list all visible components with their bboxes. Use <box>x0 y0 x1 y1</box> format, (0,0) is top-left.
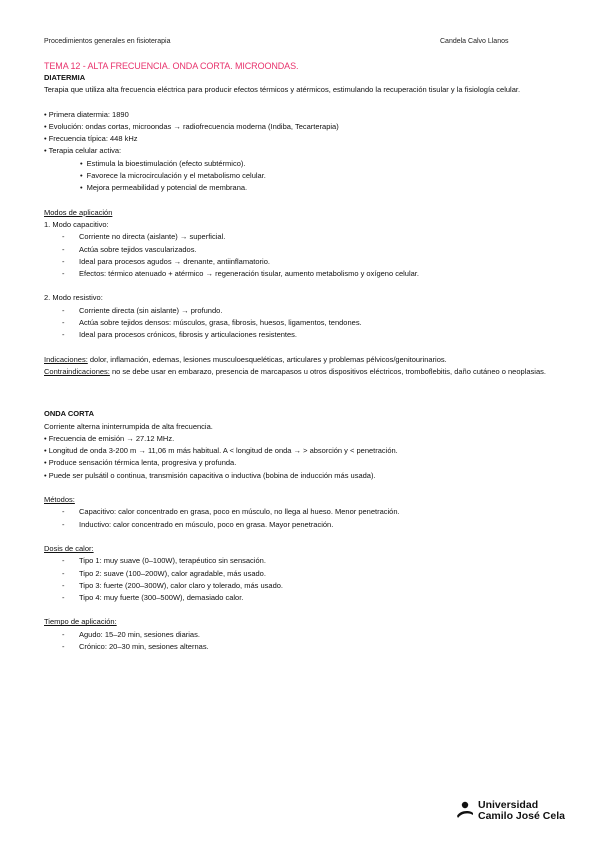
list-item: • Frecuencia típica: 448 kHz <box>44 134 138 144</box>
list-item: - Ideal para procesos crónicos, fibrosis y articulaciones resistentes. <box>44 329 560 341</box>
modo1-title: 1. Modo capacitivo: <box>44 219 109 229</box>
list-item: - Inductivo: calor concentrado en músculo, poco en grasa. Mayor penetración. <box>44 519 560 531</box>
list-item: - Agudo: 15–20 min, sesiones diarias. <box>44 629 560 641</box>
modo2-title: 2. Modo resistivo: <box>44 293 103 303</box>
list-item: • Evolución: ondas cortas, microondas → radiofrecuencia moderna (Indiba, Tecarterapia) <box>44 121 339 131</box>
onda-corta-intro: Corriente alterna ininterrumpida de alta frecuencia. <box>44 421 213 431</box>
indicaciones-text: dolor, inflamación, edemas, lesiones musculoesqueléticas, articulares y problemas pélvicos/genitourinarios. <box>87 354 447 364</box>
dosis-heading: Dosis de calor: <box>44 543 94 553</box>
section-heading-diatermia: DIATERMIA <box>44 73 86 82</box>
contraindicaciones-label: Contraindicaciones: <box>44 366 110 376</box>
indicaciones-paragraph <box>44 354 560 366</box>
document-body <box>44 60 560 653</box>
metodos-heading: Métodos: <box>44 495 75 505</box>
logo-line-2: Camilo José Cela <box>478 810 565 822</box>
page-title: TEMA 12 - ALTA FRECUENCIA. ONDA CORTA. MICROONDAS. <box>44 61 299 71</box>
ucjc-logo-icon <box>456 801 474 821</box>
contraindicaciones-paragraph <box>44 366 560 378</box>
list-item: - Efectos: térmico atenuado + atérmico → regeneración tisular, aumento metabolismo y oxígeno celular. <box>44 268 560 280</box>
tiempo-list <box>44 629 560 654</box>
list-item: • Primera diatermia: 1890 <box>44 109 129 119</box>
dosis-list <box>44 555 560 604</box>
list-item: • Produce sensación térmica lenta, progresiva y profunda. <box>44 458 237 468</box>
list-item: - Corriente directa (sin aislante) → profundo. <box>44 305 560 317</box>
list-item: • Estimula la bioestimulación (efecto subtérmico). <box>80 158 560 170</box>
terapia-sub-bullets <box>44 158 560 195</box>
metodos-list <box>44 506 560 531</box>
list-item: • Longitud de onda 3-200 m → 11,06 m más habitual. A < longitud de onda → > absorción y < penetración. <box>44 446 398 456</box>
header-course: Procedimientos generales en fisioterapia <box>44 38 171 45</box>
list-item: - Tipo 4: muy fuerte (300–500W), demasiado calor. <box>44 592 560 604</box>
contraindicaciones-text: no se debe usar en embarazo, presencia de marcapasos u otros dispositivos eléctricos, tromboflebitis, daño cutáneo o neoplasias. <box>109 366 546 376</box>
indicaciones-label: Indicaciones: <box>44 354 88 364</box>
university-logo <box>456 798 566 828</box>
onda-corta-bullets <box>44 433 560 482</box>
section-heading-onda-corta: ONDA CORTA <box>44 409 94 419</box>
modo1-list <box>44 231 560 280</box>
list-item: - Crónico: 20–30 min, sesiones alternas. <box>44 641 560 653</box>
list-item: • Frecuencia de emisión → 27.12 MHz. <box>44 433 175 443</box>
list-item: - Ideal para procesos agudos → drenante, antiinflamatorio. <box>44 256 560 268</box>
diatermia-intro: Terapia que utiliza alta frecuencia eléctrica para producir efectos térmicos y atérmicos, estimulando la recuperación tisular y la fisiología celular. <box>44 85 521 95</box>
modo2-list <box>44 305 560 342</box>
list-item: • Favorece la microcirculación y el metabolismo celular. <box>80 170 560 182</box>
list-item: • Puede ser pulsátil o continua, transmisión capacitiva o inductiva (bobina de inducción más usada). <box>44 470 376 480</box>
list-item: - Capacitivo: calor concentrado en grasa, poco en músculo, no llega al hueso. Menor penetración. <box>44 506 560 518</box>
list-item: • Terapia celular activa: <box>44 146 122 156</box>
list-item: - Tipo 2: suave (100–200W), calor agradable, más usado. <box>44 568 560 580</box>
modos-heading: Modos de aplicación <box>44 207 113 217</box>
list-item: - Actúa sobre tejidos vascularizados. <box>44 244 560 256</box>
logo-text <box>478 800 565 822</box>
list-item: - Corriente no directa (aislante) → superficial. <box>44 231 560 243</box>
logo-line-1: Universidad <box>478 799 539 811</box>
list-item: - Tipo 1: muy suave (0–100W), terapéutico sin sensación. <box>44 555 560 567</box>
list-item: - Actúa sobre tejidos densos: músculos, grasa, fibrosis, huesos, ligamentos, tendones. <box>44 317 560 329</box>
diatermia-bullets <box>44 109 560 158</box>
tiempo-heading: Tiempo de aplicación: <box>44 617 117 627</box>
list-item: • Mejora permeabilidad y potencial de membrana. <box>80 182 560 194</box>
header-author: Candela Calvo Llanos <box>440 38 509 45</box>
list-item: - Tipo 3: fuerte (200–300W), calor claro y tolerado, más usado. <box>44 580 560 592</box>
